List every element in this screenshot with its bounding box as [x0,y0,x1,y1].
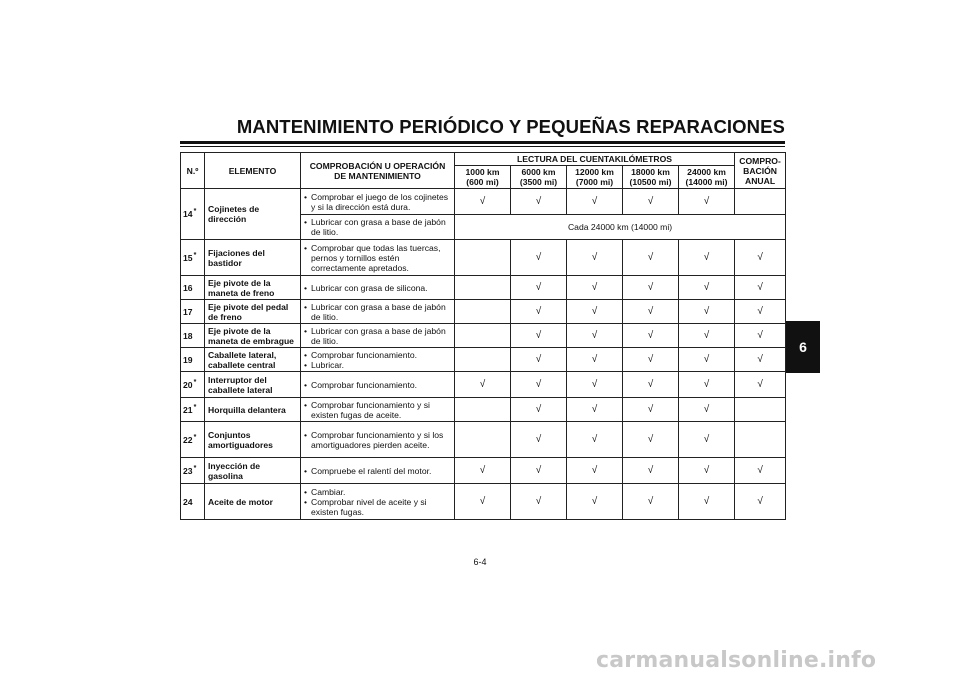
element-cell: Eje pivote de la maneta de embrague [205,324,301,348]
asterisk-mark: * [193,251,197,259]
operation-cell [301,276,455,300]
check-cell: √ [679,398,735,422]
header-interval-1 [511,166,567,189]
check-cell [455,422,511,458]
page-title: MANTENIMIENTO PERIÓDICO Y PEQUEÑAS REPARACIONES [236,116,785,137]
maintenance-table [180,152,786,520]
annual-check-cell: √ [735,324,786,348]
operation-item: • Lubricar. [304,360,451,370]
element-cell: Conjuntos amortiguadores [205,422,301,458]
operation-item: • Comprobar funcionamiento. [304,350,451,360]
interval-mi: (7000 mi) [575,177,614,187]
interval-km: 6000 km [521,167,556,177]
header-odometer: LECTURA DEL CUENTAKILÓMETROS [455,153,735,166]
operation-list [304,217,451,237]
table-row [181,422,786,458]
operation-cell [301,484,455,520]
interval-mi: (10500 mi) [629,177,672,187]
check-cell: √ [567,348,623,372]
interval-km: 12000 km [575,167,614,177]
check-cell: √ [567,484,623,520]
check-cell: √ [623,422,679,458]
check-cell: √ [511,276,567,300]
check-cell: √ [623,240,679,276]
check-cell: √ [567,189,623,215]
row-number-text: 21 [183,404,193,415]
annual-check-cell: √ [735,348,786,372]
check-cell: √ [567,458,623,484]
check-cell: √ [623,372,679,398]
operation-item: • Lubricar con grasa a base de jabón de litio. [304,302,451,322]
maintenance-table-wrapper [180,152,785,520]
asterisk-mark: * [193,403,197,411]
header-element: ELEMENTO [205,153,301,189]
table-row [181,240,786,276]
check-cell: √ [511,240,567,276]
operation-list [304,350,451,370]
check-cell: √ [567,276,623,300]
check-cell: √ [623,300,679,324]
row-number-text: 17 [183,306,193,317]
operation-cell [301,398,455,422]
operation-item: • Comprobar funcionamiento. [304,380,451,390]
check-cell: √ [623,348,679,372]
annual-check-cell: √ [735,240,786,276]
header-row-1 [181,153,786,166]
check-cell: √ [511,458,567,484]
operation-item: • Lubricar con grasa de silicona. [304,283,451,293]
header-interval-0 [455,166,511,189]
table-row [181,348,786,372]
check-cell: √ [511,372,567,398]
interval-km: 24000 km [687,167,726,177]
check-cell: √ [511,348,567,372]
row-number [181,276,205,300]
operation-cell [301,324,455,348]
operation-list [304,430,451,450]
interval-span-cell: Cada 24000 km (14000 mi) [455,215,786,240]
check-cell [455,300,511,324]
element-cell: Aceite de motor [205,484,301,520]
interval-mi: (600 mi) [466,177,499,187]
row-number-text: 18 [183,330,193,341]
chapter-tab: 6 [786,321,820,373]
row-number-text: 14 [183,209,193,219]
operation-cell [301,422,455,458]
check-cell [455,276,511,300]
title-rule-thick [180,141,785,144]
operation-list [304,466,451,476]
watermark-text: carmanualsonline.info [596,648,877,673]
row-number-text: 22 [183,434,193,445]
asterisk-mark: * [193,378,197,386]
check-cell: √ [511,484,567,520]
check-cell [455,324,511,348]
header-interval-2 [567,166,623,189]
element-cell: Interruptor del caballete lateral [205,372,301,398]
row-number-text: 15 [183,252,193,263]
row-number [181,372,205,398]
check-cell: √ [455,372,511,398]
row-number [181,300,205,324]
operation-item: • Lubricar con grasa a base de jabón de litio. [304,217,451,237]
operation-item: • Lubricar con grasa a base de jabón de litio. [304,326,451,346]
element-cell: Horquilla delantera [205,398,301,422]
element-cell: Inyección de gasolina [205,458,301,484]
operation-item: • Comprobar funcionamiento y si existen fugas de aceite. [304,400,451,420]
operation-cell [301,215,455,240]
row-number [181,348,205,372]
check-cell: √ [567,324,623,348]
check-cell: √ [623,276,679,300]
element-cell: Fijaciones del bastidor [205,240,301,276]
table-row [181,189,786,215]
check-cell: √ [679,348,735,372]
annual-check-cell: √ [735,372,786,398]
operation-item: • Comprobar nivel de aceite y si existen fugas. [304,497,451,517]
check-cell: √ [455,458,511,484]
asterisk-mark: * [193,208,197,215]
operation-cell [301,348,455,372]
row-number-text: 23 [183,465,193,476]
row-number-text: 19 [183,354,193,365]
row-number [181,240,205,276]
check-cell: √ [679,324,735,348]
check-cell [455,240,511,276]
check-cell [455,398,511,422]
operation-cell [301,458,455,484]
row-number [181,324,205,348]
check-cell: √ [623,398,679,422]
operation-list [304,283,451,293]
element-cell: Cojinetes de dirección [205,189,301,240]
element-cell: Eje pivote del pedal de freno [205,300,301,324]
check-cell: √ [455,484,511,520]
check-cell: √ [567,240,623,276]
title-rule-thin [180,146,785,147]
check-cell: √ [679,240,735,276]
check-cell: √ [623,189,679,215]
check-cell: √ [623,458,679,484]
annual-check-cell [735,189,786,215]
header-interval-3 [623,166,679,189]
check-cell: √ [623,484,679,520]
operation-list [304,487,451,517]
check-cell: √ [511,422,567,458]
element-cell: Eje pivote de la maneta de freno [205,276,301,300]
operation-list [304,400,451,420]
annual-check-cell [735,422,786,458]
operation-list [304,326,451,346]
check-cell: √ [511,324,567,348]
operation-cell [301,240,455,276]
check-cell: √ [679,276,735,300]
row-number-text: 16 [183,282,193,293]
operation-list [304,302,451,322]
check-cell: √ [567,300,623,324]
interval-km: 18000 km [631,167,670,177]
header-interval-4 [679,166,735,189]
check-cell [455,348,511,372]
operation-item: • Comprobar el juego de los cojinetes y si la dirección está dura. [304,192,451,212]
interval-km: 1000 km [465,167,500,177]
row-number [181,484,205,520]
table-row [181,398,786,422]
check-cell: √ [511,300,567,324]
check-cell: √ [511,398,567,422]
header-annual: COMPRO- BACIÓN ANUAL [735,153,786,189]
annual-check-cell: √ [735,458,786,484]
annual-check-cell: √ [735,484,786,520]
asterisk-mark: * [193,464,197,472]
asterisk-mark: * [193,433,197,441]
table-row [181,276,786,300]
operation-list [304,243,451,273]
table-row [181,458,786,484]
table-row [181,300,786,324]
element-cell: Caballete lateral, caballete central [205,348,301,372]
header-operation: COMPROBACIÓN U OPERACIÓN DE MANTENIMIENTO [301,153,455,189]
check-cell: √ [679,372,735,398]
annual-check-cell: √ [735,276,786,300]
operation-item: • Compruebe el ralentí del motor. [304,466,451,476]
table-row [181,484,786,520]
table-body [181,189,786,520]
interval-mi: (14000 mi) [685,177,728,187]
row-number [181,458,205,484]
row-number [181,398,205,422]
operation-cell [301,300,455,324]
operation-cell [301,189,455,215]
operation-list [304,380,451,390]
check-cell: √ [623,324,679,348]
row-number-text: 24 [183,496,193,507]
check-cell: √ [679,300,735,324]
check-cell: √ [679,189,735,215]
operation-item: • Comprobar que todas las tuercas, pernos y tornillos estén correctamente apretados. [304,243,451,273]
operation-list [304,192,451,212]
page-number: 6-4 [473,557,487,567]
header-no: N.º [181,153,205,189]
check-cell: √ [567,398,623,422]
check-cell: √ [679,458,735,484]
annual-check-cell [735,398,786,422]
check-cell: √ [679,484,735,520]
row-number-text: 20 [183,379,193,390]
check-cell: √ [679,422,735,458]
check-cell: √ [567,372,623,398]
check-cell: √ [455,189,511,215]
annual-check-cell: √ [735,300,786,324]
table-row [181,324,786,348]
table-row [181,372,786,398]
row-number [181,189,205,240]
check-cell: √ [567,422,623,458]
operation-item: • Cambiar. [304,487,451,497]
row-number [181,422,205,458]
operation-cell [301,372,455,398]
interval-mi: (3500 mi) [519,177,558,187]
check-cell: √ [511,189,567,215]
operation-item: • Comprobar funcionamiento y si los amortiguadores pierden aceite. [304,430,451,450]
